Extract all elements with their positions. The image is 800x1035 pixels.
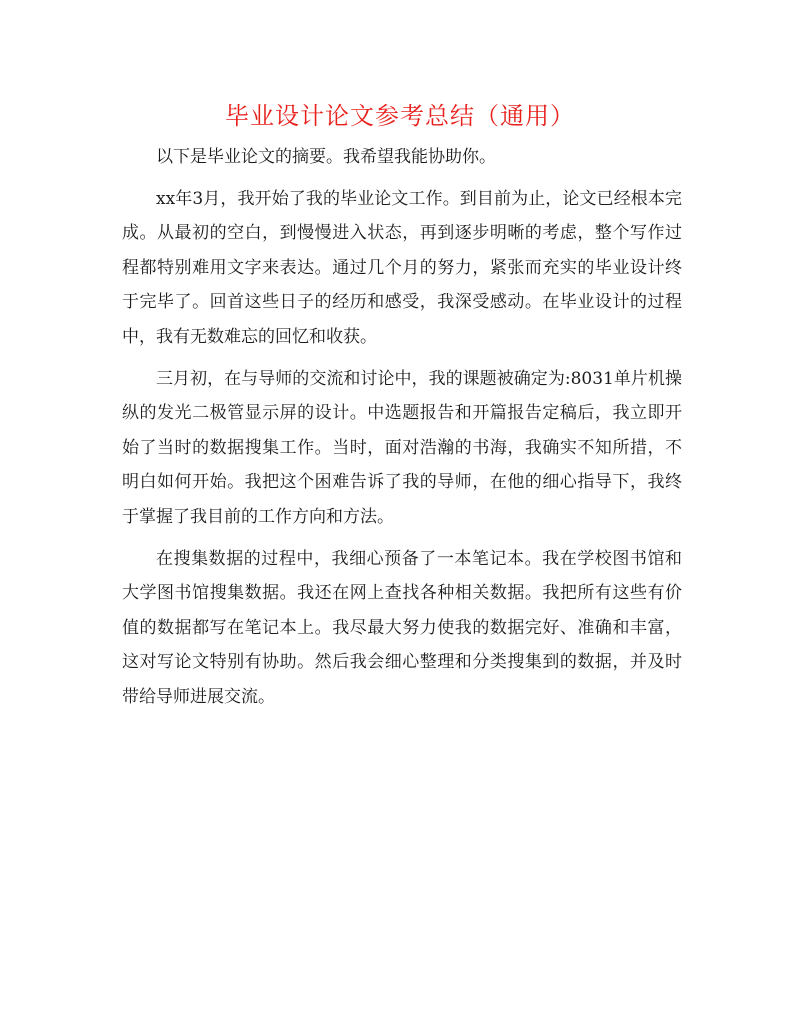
document-body	[122, 140, 682, 722]
paragraph-start: xx年3月，我开始了我的毕业论文工作。到目前为止，论文已经根本完成。从最初的空白，到慢慢进入状态，再到逐步明晰的考虑，整个写作过程都特别难用文字来表达。通过几个月的努力，紧张而充实的毕业设计终于完毕了。回首这些日子的经历和感受，我深受感动。在毕业设计的过程中，我有无数难忘的回忆和收获。	[122, 188, 682, 347]
paragraph-intro: 以下是毕业论文的摘要。我希望我能协助你。	[156, 147, 496, 167]
paragraph-topic: 三月初，在与导师的交流和讨论中，我的课题被确定为:8031单片机操纵的发光二极管显示屏的设计。中选题报告和开篇报告定稿后，我立即开始了当时的数据搜集工作。当时，面对浩瀚的书海，我确实不知所措，不明白如何开始。我把这个困难告诉了我的导师，在他的细心指导下，我终于掌握了我目前的工作方向和方法。	[122, 368, 682, 527]
document-title: 毕业设计论文参考总结（通用）	[225, 102, 575, 130]
paragraph-research: 在搜集数据的过程中，我细心预备了一本笔记本。我在学校图书馆和大学图书馆搜集数据。我还在网上查找各种相关数据。我把所有这些有价值的数据都写在笔记本上。我尽最大努力使我的数据完好、准确和丰富，这对写论文特别有协助。然后我会细心整理和分类搜集到的数据，并及时带给导师进展交流。	[122, 548, 682, 707]
